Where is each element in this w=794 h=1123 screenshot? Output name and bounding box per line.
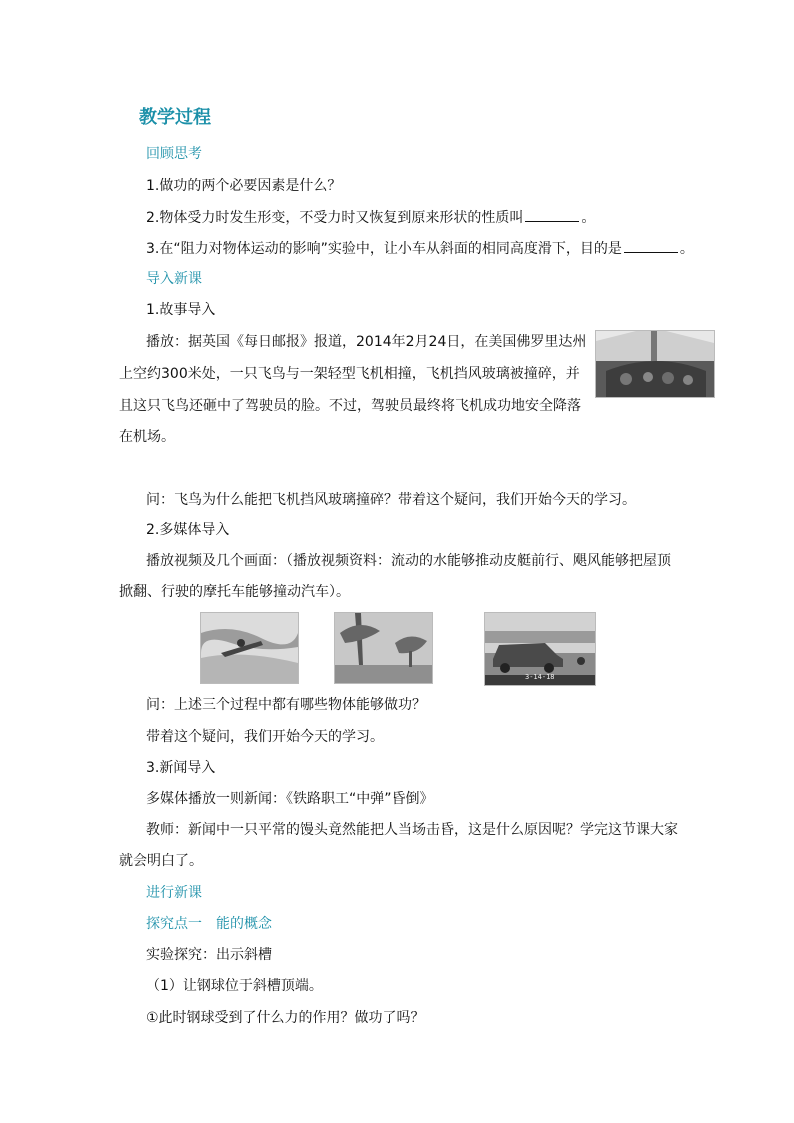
section-heading-new-lesson: 进行新课 (146, 885, 202, 901)
cockpit-photo (595, 330, 715, 398)
story-title: 1.故事导入 (146, 302, 216, 318)
experiment-step-1: （1）让钢球位于斜槽顶端。 (146, 978, 323, 994)
hurricane-photo (334, 612, 433, 684)
media-followup: 带着这个疑问，我们开始今天的学习。 (146, 729, 384, 745)
answer-blank (624, 238, 678, 253)
video-timestamp: 3-14-18 (525, 673, 555, 681)
teacher-line: 就会明白了。 (119, 853, 203, 869)
news-line: 多媒体播放一则新闻：《铁路职工“中弹”昏倒》 (146, 791, 434, 807)
story-paragraph-line: 播放：据英国《每日邮报》报道，2014年2月24日，在美国佛罗里达州 (146, 334, 587, 350)
media-paragraph-line: 播放视频及几个画面：（播放视频资料：流动的水能够推动皮艇前行、飓风能够把屋顶 (146, 553, 671, 569)
teacher-line: 教师：新闻中一只平常的馒头竟然能把人当场击昏，这是什么原因呢？学完这节课大家 (146, 822, 678, 838)
story-paragraph-line: 且这只飞鸟还砸中了驾驶员的脸。不过，驾驶员最终将飞机成功地安全降落 (119, 398, 581, 414)
story-paragraph-line: 上空约300米处，一只飞鸟与一架轻型飞机相撞，飞机挡风玻璃被撞碎，并 (119, 366, 580, 382)
news-title: 3.新闻导入 (146, 760, 216, 776)
media-question: 问：上述三个过程中都有哪些物体能够做功？ (146, 697, 426, 713)
experiment-step-1-question: ①此时钢球受到了什么力的作用？做功了吗？ (146, 1010, 425, 1026)
inquiry-point-heading: 探究点一 能的概念 (146, 916, 272, 932)
review-question-3-text: 3.在“阻力对物体运动的影响”实验中，让小车从斜面的相同高度滑下，目的是 (146, 241, 622, 257)
section-heading-review: 回顾思考 (146, 146, 202, 162)
experiment-line: 实验探究：出示斜槽 (146, 947, 272, 963)
review-question-1: 1.做功的两个必要因素是什么？ (146, 178, 342, 194)
review-question-2-end: 。 (581, 210, 596, 226)
story-question: 问：飞鸟为什么能把飞机挡风玻璃撞碎？带着这个疑问，我们开始今天的学习。 (146, 492, 636, 508)
section-heading-intro: 导入新课 (146, 271, 202, 287)
story-paragraph-line: 在机场。 (119, 429, 175, 445)
media-title: 2.多媒体导入 (146, 522, 230, 538)
page-title: 教学过程 (139, 107, 211, 128)
kayak-photo (200, 612, 299, 684)
review-question-3-end: 。 (679, 241, 694, 257)
review-question-3 (146, 238, 694, 259)
review-question-2 (146, 207, 595, 228)
media-paragraph-line: 掀翻、行驶的摩托车能够撞动汽车）。 (119, 584, 350, 600)
review-question-2-text: 2.物体受力时发生形变，不受力时又恢复到原来形状的性质叫 (146, 210, 524, 226)
answer-blank (525, 207, 579, 222)
motorcycle-car-photo (484, 612, 596, 686)
